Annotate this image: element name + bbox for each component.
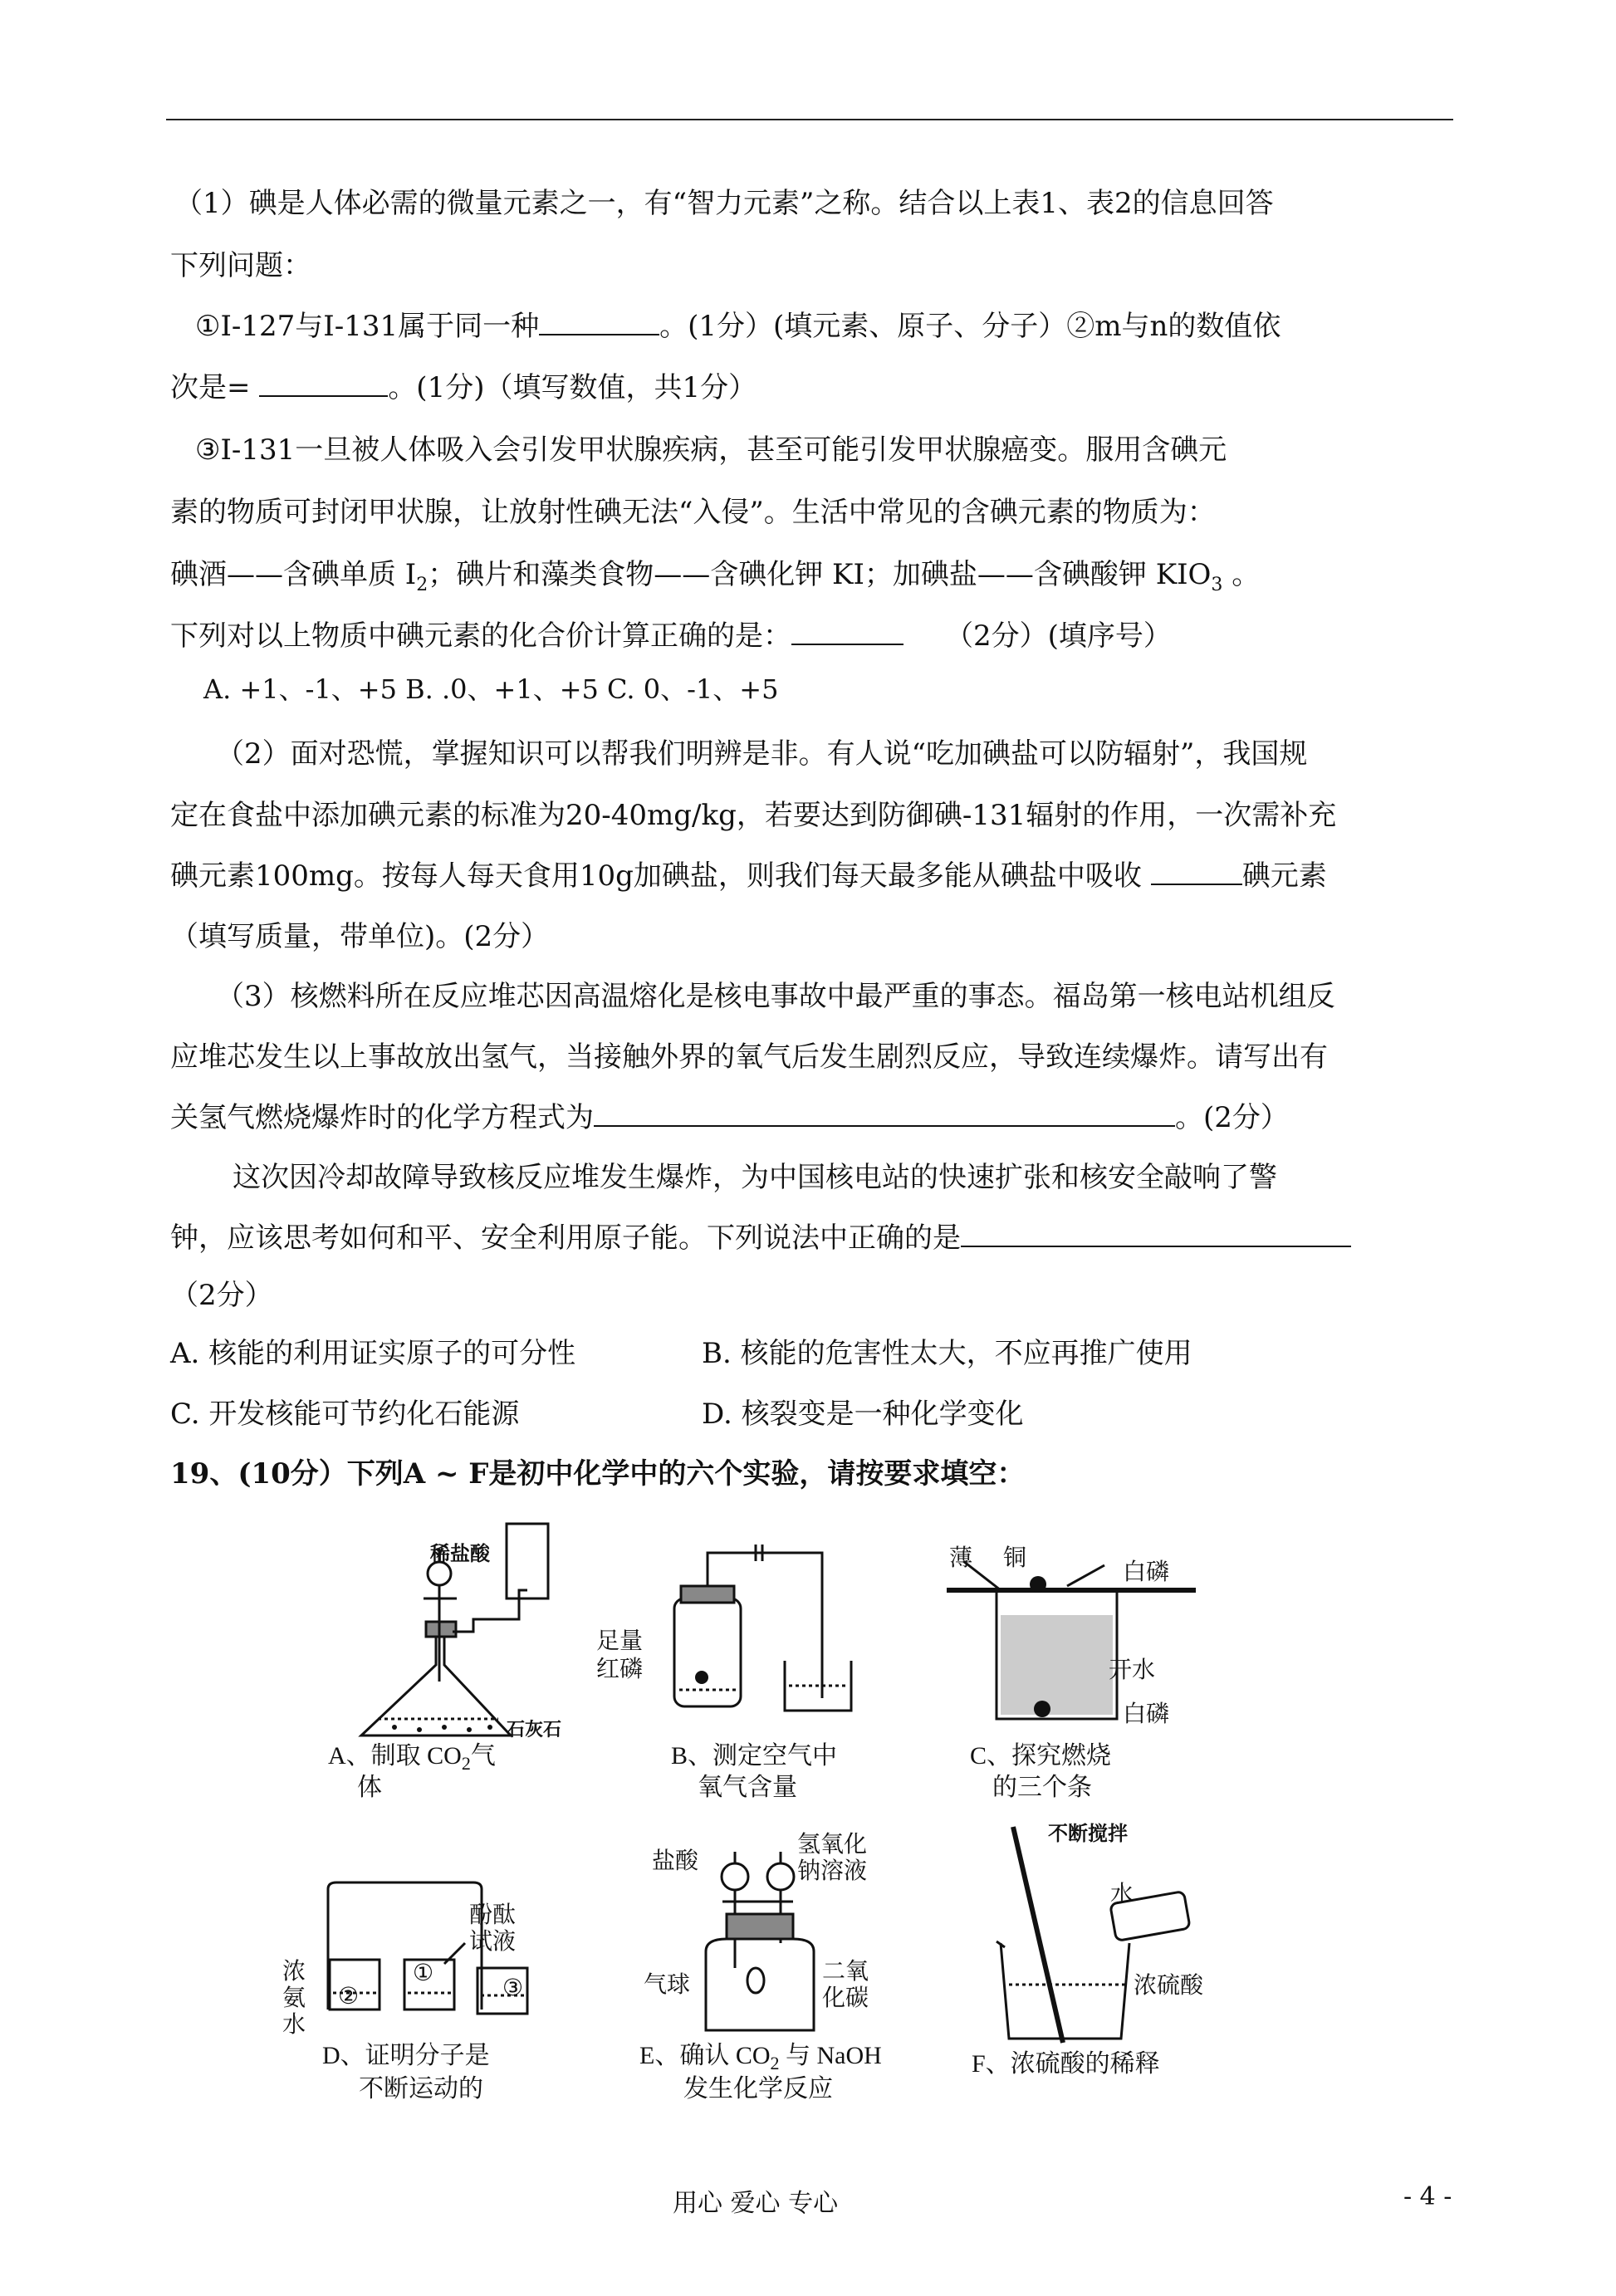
answer-blank-2[interactable] xyxy=(259,370,388,397)
q18-p4: ③I-131一旦被人体吸入会引发甲状腺疾病，甚至可能引发甲状腺癌变。服用含碘元 xyxy=(195,433,1227,467)
q18-p13: （3）核燃料所在反应堆芯因高温熔化是核电事故中最严重的事态。福岛第一核电站机组反 xyxy=(216,980,1335,1013)
fig-d-label-water: 水 xyxy=(282,2010,306,2038)
answer-blank-4[interactable] xyxy=(1151,859,1242,885)
fig-d-label-conc: 浓 xyxy=(282,1957,306,1985)
fig-d-label-phenol2: 试液 xyxy=(469,1927,517,1955)
q18-p11: 碘元素100mg。按每人每天食用10g加碘盐，则我们每天最多能从碘盐中吸收 碘元素 xyxy=(170,859,1327,893)
option-d: D. 核裂变是一种化学变化 xyxy=(702,1398,1024,1431)
fig-e-label-naoh1: 氢氧化 xyxy=(797,1830,868,1858)
fig-b-caption-2: 氧气含量 xyxy=(698,1774,797,1801)
q18-p2: ①I-127与I-131属于同一种 。(1分）(填元素、原子、分子）②m与n的数值依 xyxy=(195,310,1281,343)
fig-d-label-phenol1: 酚酞 xyxy=(469,1901,517,1928)
fig-d-marker-3: ③ xyxy=(502,1974,524,2001)
fig-a-label-acid: 稀盐酸 xyxy=(430,1542,490,1565)
fig-d-caption-2: 不断运动的 xyxy=(359,2075,483,2103)
answer-blank-5[interactable] xyxy=(594,1100,1175,1127)
answer-blank-6[interactable] xyxy=(961,1221,1351,1247)
fig-e-label-co2-2: 化碳 xyxy=(822,1984,869,2011)
fig-a-label-limestone: 石灰石 xyxy=(507,1720,562,1740)
fig-c-label-white-p2: 白磷 xyxy=(1123,1700,1170,1727)
page-number: - 4 - xyxy=(1403,2182,1452,2211)
q18-p5: 素的物质可封闭甲状腺，让放射性碘无法“入侵”。生活中常见的含碘元素的物质为： xyxy=(170,496,1216,529)
fig-b-label-red-phosphorus: 红磷 xyxy=(596,1655,644,1682)
fig-d-marker-2: ② xyxy=(338,1982,360,2010)
fig-c-caption-2: 的三个条 xyxy=(992,1774,1092,1801)
fig-f-label-water: 水 xyxy=(1110,1880,1134,1907)
fig-a-caption: A、制取 $CO_2$气 xyxy=(328,1742,496,1774)
fig-e-caption-2: 发生化学反应 xyxy=(683,2075,833,2103)
fig-b-label-sufficient: 足量 xyxy=(596,1627,644,1654)
option-b: B. 核能的危害性太大，不应再推广使用 xyxy=(702,1337,1192,1370)
q18-p8: A. +1、-1、+5 B. .0、+1、+5 C. 0、-1、+5 xyxy=(203,673,779,705)
fig-c-label-boiling: 开水 xyxy=(1109,1656,1156,1683)
fig-e-label-co2-1: 二氧 xyxy=(822,1957,869,1985)
answer-blank-1[interactable] xyxy=(539,309,659,335)
fig-e-label-naoh2: 钠溶液 xyxy=(797,1857,868,1884)
fig-e-label-balloon: 气球 xyxy=(644,1970,691,1998)
footer-motto: 用心 爱心 专心 xyxy=(673,2189,839,2218)
q18-p1b: 下列问题： xyxy=(170,249,311,282)
fig-d-caption: D、证明分子是 xyxy=(322,2042,490,2069)
fig-c-label-copper: 铜 xyxy=(1003,1544,1027,1571)
fig-d-marker-1: ① xyxy=(413,1959,434,1986)
q18-p14: 应堆芯发生以上事故放出氢气，当接触外界的氧气后发生剧烈反应，导致连续爆炸。请写出有 xyxy=(170,1040,1328,1074)
fig-b-caption: B、测定空气中 xyxy=(671,1742,838,1770)
q19-title: 19、(10分）下列A ~ F是初中化学中的六个实验，请按要求填空： xyxy=(170,1457,1026,1491)
q18-p10: 定在食盐中添加碘元素的标准为20-40mg/kg，若要达到防御碘-131辐射的作用，一次需补充 xyxy=(170,799,1337,832)
fig-d-label-ammonia: 氨 xyxy=(282,1984,306,2011)
fig-f-label-h2so4: 浓硫酸 xyxy=(1134,1971,1204,1999)
header-rule xyxy=(166,119,1453,120)
figure-b-oxygen-apparatus xyxy=(656,1540,872,1731)
option-a: A. 核能的利用证实原子的可分性 xyxy=(170,1337,576,1370)
fig-c-label-white-p1: 白磷 xyxy=(1123,1558,1170,1585)
q18-p9: （2）面对恐慌，掌握知识可以帮我们明辨是非。有人说“吃加碘盐可以防辐射”，我国规 xyxy=(216,737,1308,771)
q18-p7: 下列对以上物质中碘元素的化合价计算正确的是： （2分）(填序号） xyxy=(170,619,1172,653)
q18-p15: 关氢气燃烧爆炸时的化学方程式为 。(2分） xyxy=(170,1101,1289,1134)
fig-c-caption: C、探究燃烧 xyxy=(970,1742,1112,1770)
figure-f-dilution-apparatus xyxy=(988,1819,1204,2051)
fig-e-caption: E、确认 $CO_2$ 与 NaOH xyxy=(639,2042,882,2073)
q18-p16: 这次因冷却故障导致核反应堆发生爆炸，为中国核电站的快速扩张和核安全敲响了警 xyxy=(233,1161,1277,1194)
q18-p12: （填写质量，带单位)。(2分） xyxy=(170,920,550,953)
fig-a-caption-2: 体 xyxy=(357,1774,382,1801)
q18-p18: （2分） xyxy=(170,1279,273,1312)
option-c: C. 开发核能可节约化石能源 xyxy=(170,1398,520,1431)
fig-e-label-hcl: 盐酸 xyxy=(652,1847,699,1874)
fig-c-label-thin: 薄 xyxy=(949,1544,973,1571)
fig-f-caption: F、浓硫酸的稀释 xyxy=(972,2050,1160,2078)
q18-p1a: （1）碘是人体必需的微量元素之一，有“智力元素”之称。结合以上表1、表2的信息回答 xyxy=(174,187,1274,220)
answer-blank-3[interactable] xyxy=(791,619,903,645)
q18-p3: 次是= 。(1分)（填写数值，共1分） xyxy=(170,371,757,404)
fig-f-label-stir: 不断搅拌 xyxy=(1048,1822,1128,1845)
q18-p6: 碘酒——含碘单质 $I_2$；碘片和藻类食物——含碘化钾 KI；加碘盐——含碘酸钾 $KIO_3$ 。 xyxy=(170,558,1261,595)
q18-p17: 钟，应该思考如何和平、安全利用原子能。下列说法中正确的是 xyxy=(170,1221,1351,1255)
